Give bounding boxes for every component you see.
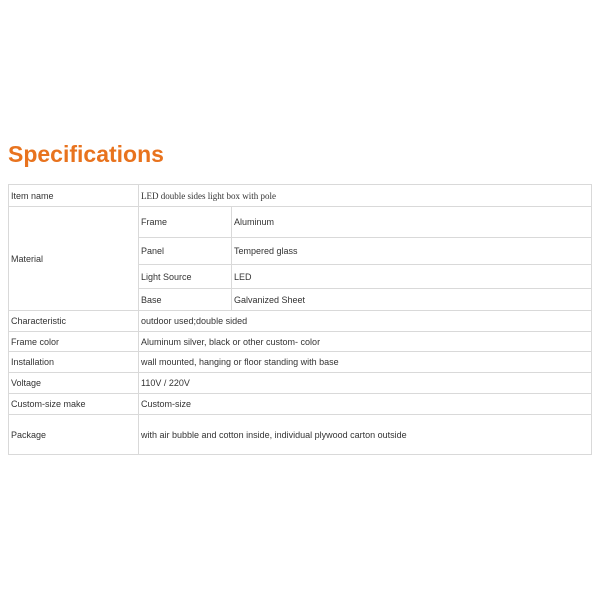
specifications-table <box>8 184 592 455</box>
table-row-item-name <box>9 185 592 207</box>
row-value: wall mounted, hanging or floor standing with base <box>139 352 592 373</box>
row-label-material: Material <box>9 207 139 311</box>
row-label: Package <box>9 415 139 455</box>
row-label: Custom-size make <box>9 394 139 415</box>
material-part-value: Tempered glass <box>232 238 592 265</box>
table-row-package <box>9 415 592 455</box>
material-part-value: Galvanized Sheet <box>232 289 592 311</box>
row-value: LED double sides light box with pole <box>139 185 592 207</box>
table-row-voltage <box>9 373 592 394</box>
page-title: Specifications <box>8 141 164 167</box>
table-row-material-frame <box>9 207 592 238</box>
material-part-name: Base <box>139 289 232 311</box>
material-part-name: Frame <box>139 207 232 238</box>
material-part-name: Panel <box>139 238 232 265</box>
material-part-name: Light Source <box>139 265 232 289</box>
row-label: Characteristic <box>9 311 139 332</box>
row-value: Custom-size <box>139 394 592 415</box>
table-row-characteristic <box>9 311 592 332</box>
table-row-custom-size <box>9 394 592 415</box>
row-value: Aluminum silver, black or other custom- color <box>139 332 592 352</box>
table-row-installation <box>9 352 592 373</box>
row-value: outdoor used;double sided <box>139 311 592 332</box>
row-label: Installation <box>9 352 139 373</box>
material-part-value: Aluminum <box>232 207 592 238</box>
row-label: Item name <box>9 185 139 207</box>
table-row-frame-color <box>9 332 592 352</box>
row-value: with air bubble and cotton inside, individual plywood carton outside <box>139 415 592 455</box>
row-label: Frame color <box>9 332 139 352</box>
row-label: Voltage <box>9 373 139 394</box>
row-value: 110V / 220V <box>139 373 592 394</box>
material-part-value: LED <box>232 265 592 289</box>
